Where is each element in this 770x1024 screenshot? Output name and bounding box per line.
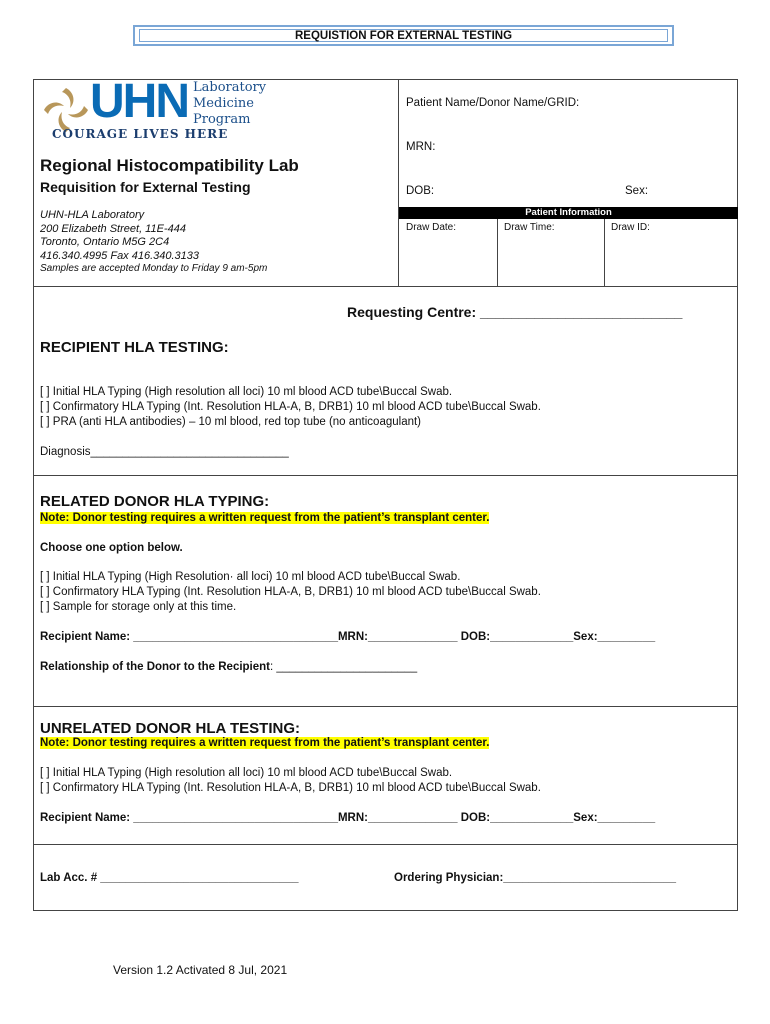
related-option-storage[interactable]: [ ] Sample for storage only at this time. xyxy=(40,601,237,613)
draw-id-field[interactable]: Draw ID: xyxy=(611,222,650,233)
unrelated-recipient-line[interactable]: Recipient Name: ________________________________MRN:______________ DOB:_____________Sex:_________ xyxy=(40,812,656,824)
lab-acc-field[interactable]: Lab Acc. # _______________________________ xyxy=(40,872,299,884)
recipient-option-confirmatory[interactable]: [ ] Confirmatory HLA Typing (Int. Resolution HLA-A, B, DRB1) 10 ml blood ACD tube\Buccal Swab. xyxy=(40,401,541,413)
requesting-centre-field[interactable]: Requesting Centre: __________________________ xyxy=(347,304,683,320)
lab-address xyxy=(40,209,199,263)
version-text: Version 1.2 Activated 8 Jul, 2021 xyxy=(113,963,288,977)
unrelated-heading: UNRELATED DONOR HLA TESTING: xyxy=(40,720,300,737)
logo-brand: UHN xyxy=(90,75,188,128)
address-line: 200 Elizabeth Street, 11E-444 xyxy=(40,222,186,235)
logo-line-2: Medicine xyxy=(193,96,254,111)
logo-line-1: Laboratory xyxy=(193,80,267,95)
diagnosis-field[interactable]: Diagnosis_______________________________ xyxy=(40,446,289,458)
dob-label[interactable]: DOB: xyxy=(406,185,435,197)
related-recipient-line[interactable]: Recipient Name: ________________________________MRN:______________ DOB:_____________Sex:_________ xyxy=(40,631,656,643)
lab-subtitle: Requisition for External Testing xyxy=(40,179,251,195)
logo-line-3: Program xyxy=(193,112,251,127)
relationship-blank[interactable]: : ______________________ xyxy=(270,661,418,673)
recipient-option-initial[interactable]: [ ] Initial HLA Typing (High resolution all loci) 10 ml blood ACD tube\Buccal Swab. xyxy=(40,386,453,398)
relationship-label: Relationship of the Donor to the Recipient xyxy=(40,661,270,673)
unrelated-option-initial[interactable]: [ ] Initial HLA Typing (High resolution all loci) 10 ml blood ACD tube\Buccal Swab. xyxy=(40,767,453,779)
draw-date-field[interactable]: Draw Date: xyxy=(406,222,457,233)
mrn-label[interactable]: MRN: xyxy=(406,141,436,153)
logo-tagline: COURAGE LIVES HERE xyxy=(52,127,229,141)
lab-name: Regional Histocompatibility Lab xyxy=(40,156,299,175)
related-note: Note: Donor testing requires a written request from the patient’s transplant center. xyxy=(40,512,490,524)
recipient-heading: RECIPIENT HLA TESTING: xyxy=(40,339,229,356)
patient-info-header: Patient Information xyxy=(399,207,738,219)
related-choose: Choose one option below. xyxy=(40,542,183,554)
unrelated-option-confirmatory[interactable]: [ ] Confirmatory HLA Typing (Int. Resolution HLA-A, B, DRB1) 10 ml blood ACD tube\Buccal Swab. xyxy=(40,782,541,794)
related-heading: RELATED DONOR HLA TYPING: xyxy=(40,493,270,510)
ordering-physician-field[interactable]: Ordering Physician:___________________________ xyxy=(394,872,676,884)
address-line: 416.340.4995 Fax 416.340.3133 xyxy=(40,249,200,262)
sex-label[interactable]: Sex: xyxy=(625,185,649,197)
recipient-option-pra[interactable]: [ ] PRA (anti HLA antibodies) – 10 ml blood, red top tube (no anticoagulant) xyxy=(40,416,422,428)
draw-time-field[interactable]: Draw Time: xyxy=(504,222,555,233)
form-title: REQUISTION FOR EXTERNAL TESTING xyxy=(294,29,513,42)
relationship-field[interactable] xyxy=(40,661,417,673)
patient-name-label[interactable]: Patient Name/Donor Name/GRID: xyxy=(406,97,580,109)
address-line: Toronto, Ontario M5G 2C4 xyxy=(40,236,170,248)
address-line: UHN-HLA Laboratory xyxy=(40,209,145,221)
related-option-initial[interactable]: [ ] Initial HLA Typing (High Resolution· all loci) 10 ml blood ACD tube\Buccal Swab. xyxy=(40,571,461,583)
form-title-bar xyxy=(133,25,674,46)
related-option-confirmatory[interactable]: [ ] Confirmatory HLA Typing (Int. Resolution HLA-A, B, DRB1) 10 ml blood ACD tube\Buccal Swab. xyxy=(40,586,541,598)
lab-hours: Samples are accepted Monday to Friday 9 am-5pm xyxy=(40,263,268,274)
requisition-form xyxy=(33,75,738,911)
unrelated-note: Note: Donor testing requires a written request from the patient’s transplant center. xyxy=(40,737,490,749)
